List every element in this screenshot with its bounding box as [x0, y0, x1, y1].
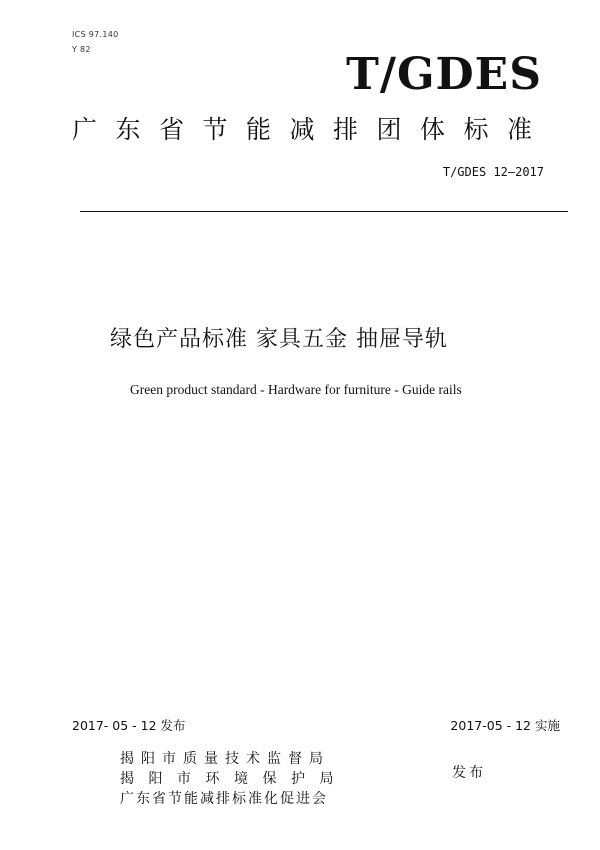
standard-number: T/GDES 12—2017: [442, 165, 544, 179]
publish-label: 发布: [452, 765, 486, 781]
implementation-date: 2017-05 - 12 实施: [450, 718, 560, 733]
document-title-chinese: 绿色产品标准 家具五金 抽屉导轨: [110, 327, 448, 352]
document-title-english: Green product standard - Hardware for furniture - Guide rails: [130, 382, 462, 397]
publisher-1: 揭阳市质量技术监督局: [120, 751, 330, 767]
header-divider: [80, 211, 568, 212]
publisher-2: 揭阳市环境保护局: [120, 771, 348, 787]
ics-code: ICS 97.140: [72, 30, 119, 39]
standard-category-title: 广东省节能减排团体标准: [72, 115, 551, 144]
ccs-code: Y 82: [72, 45, 91, 54]
issue-date: 2017- 05 - 12 发布: [72, 718, 186, 733]
standard-logo: T/GDES: [346, 49, 542, 100]
publisher-3: 广东省节能减排标准化促进会: [120, 791, 328, 807]
